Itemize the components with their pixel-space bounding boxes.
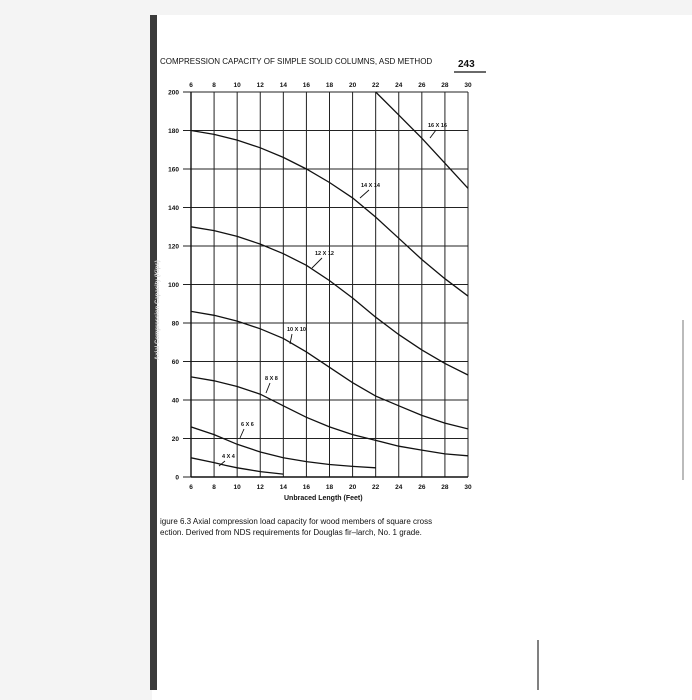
x-tick-label-top: 16 — [302, 82, 311, 89]
label-16x16: 16 X 16 — [428, 123, 447, 129]
label-12x12: 12 X 12 — [315, 251, 334, 257]
x-axis-title: Unbraced Length (Feet) — [284, 495, 363, 502]
y-tick-label: 80 — [171, 320, 179, 328]
x-tick-label-top: 18 — [325, 82, 334, 89]
y-tick-label: 200 — [168, 89, 179, 97]
x-tick-label-top: 8 — [212, 82, 216, 89]
y-tick-label: 20 — [171, 436, 179, 443]
x-tick-label-top: 6 — [189, 82, 193, 89]
x-tick-label-bottom: 26 — [418, 484, 426, 491]
running-header: COMPRESSION CAPACITY OF SIMPLE SOLID COLUMNS, ASD METHOD — [160, 57, 433, 66]
label-14x14: 14 X 14 — [361, 183, 380, 189]
y-tick-label: 120 — [168, 243, 179, 251]
x-tick-label-top: 26 — [418, 82, 426, 89]
x-tick-label-top: 20 — [348, 82, 357, 89]
x-tick-label-top: 24 — [395, 82, 403, 89]
x-tick-label-bottom: 10 — [233, 484, 241, 491]
y-tick-label: 60 — [171, 359, 179, 366]
x-tick-label-bottom: 12 — [256, 484, 264, 491]
x-tick-label-top: 14 — [279, 82, 287, 89]
y-tick-label: 180 — [168, 128, 179, 135]
label-10x10: 10 X 10 — [287, 327, 306, 333]
label-8x8: 8 X 8 — [265, 376, 278, 382]
y-tick-label: 140 — [168, 205, 179, 212]
x-tick-label-top: 28 — [441, 82, 449, 89]
y-axis-title: Axial Compression Capacity (Kips) — [155, 260, 161, 360]
x-tick-label-bottom: 6 — [189, 484, 193, 491]
x-tick-label-top: 12 — [256, 82, 264, 89]
y-tick-label: 0 — [175, 474, 179, 482]
x-tick-label-bottom: 22 — [372, 484, 380, 491]
page-number: 243 — [458, 59, 475, 70]
x-tick-label-top: 10 — [233, 82, 241, 89]
x-tick-label-top: 30 — [464, 82, 472, 89]
x-tick-label-bottom: 14 — [279, 484, 287, 491]
x-tick-label-bottom: 20 — [348, 484, 357, 491]
x-tick-label-top: 22 — [372, 82, 380, 89]
y-tick-label: 40 — [171, 397, 179, 405]
label-6x6: 6 X 6 — [241, 422, 254, 428]
figure-caption-line1: igure 6.3 Axial compression load capacity for wood members of square cross — [160, 517, 433, 526]
figure-caption-line2: ection. Derived from NDS requirements for Douglas fir–larch, No. 1 grade. — [160, 528, 422, 537]
x-tick-label-bottom: 30 — [464, 484, 472, 491]
label-4x4: 4 X 4 — [222, 454, 235, 460]
y-tick-label: 100 — [168, 282, 179, 289]
x-tick-label-bottom: 18 — [325, 484, 334, 491]
x-tick-label-bottom: 28 — [441, 484, 449, 491]
x-tick-label-bottom: 24 — [395, 484, 403, 491]
y-tick-label: 160 — [168, 166, 179, 174]
x-tick-label-bottom: 16 — [302, 484, 311, 491]
x-tick-label-bottom: 8 — [212, 484, 216, 491]
